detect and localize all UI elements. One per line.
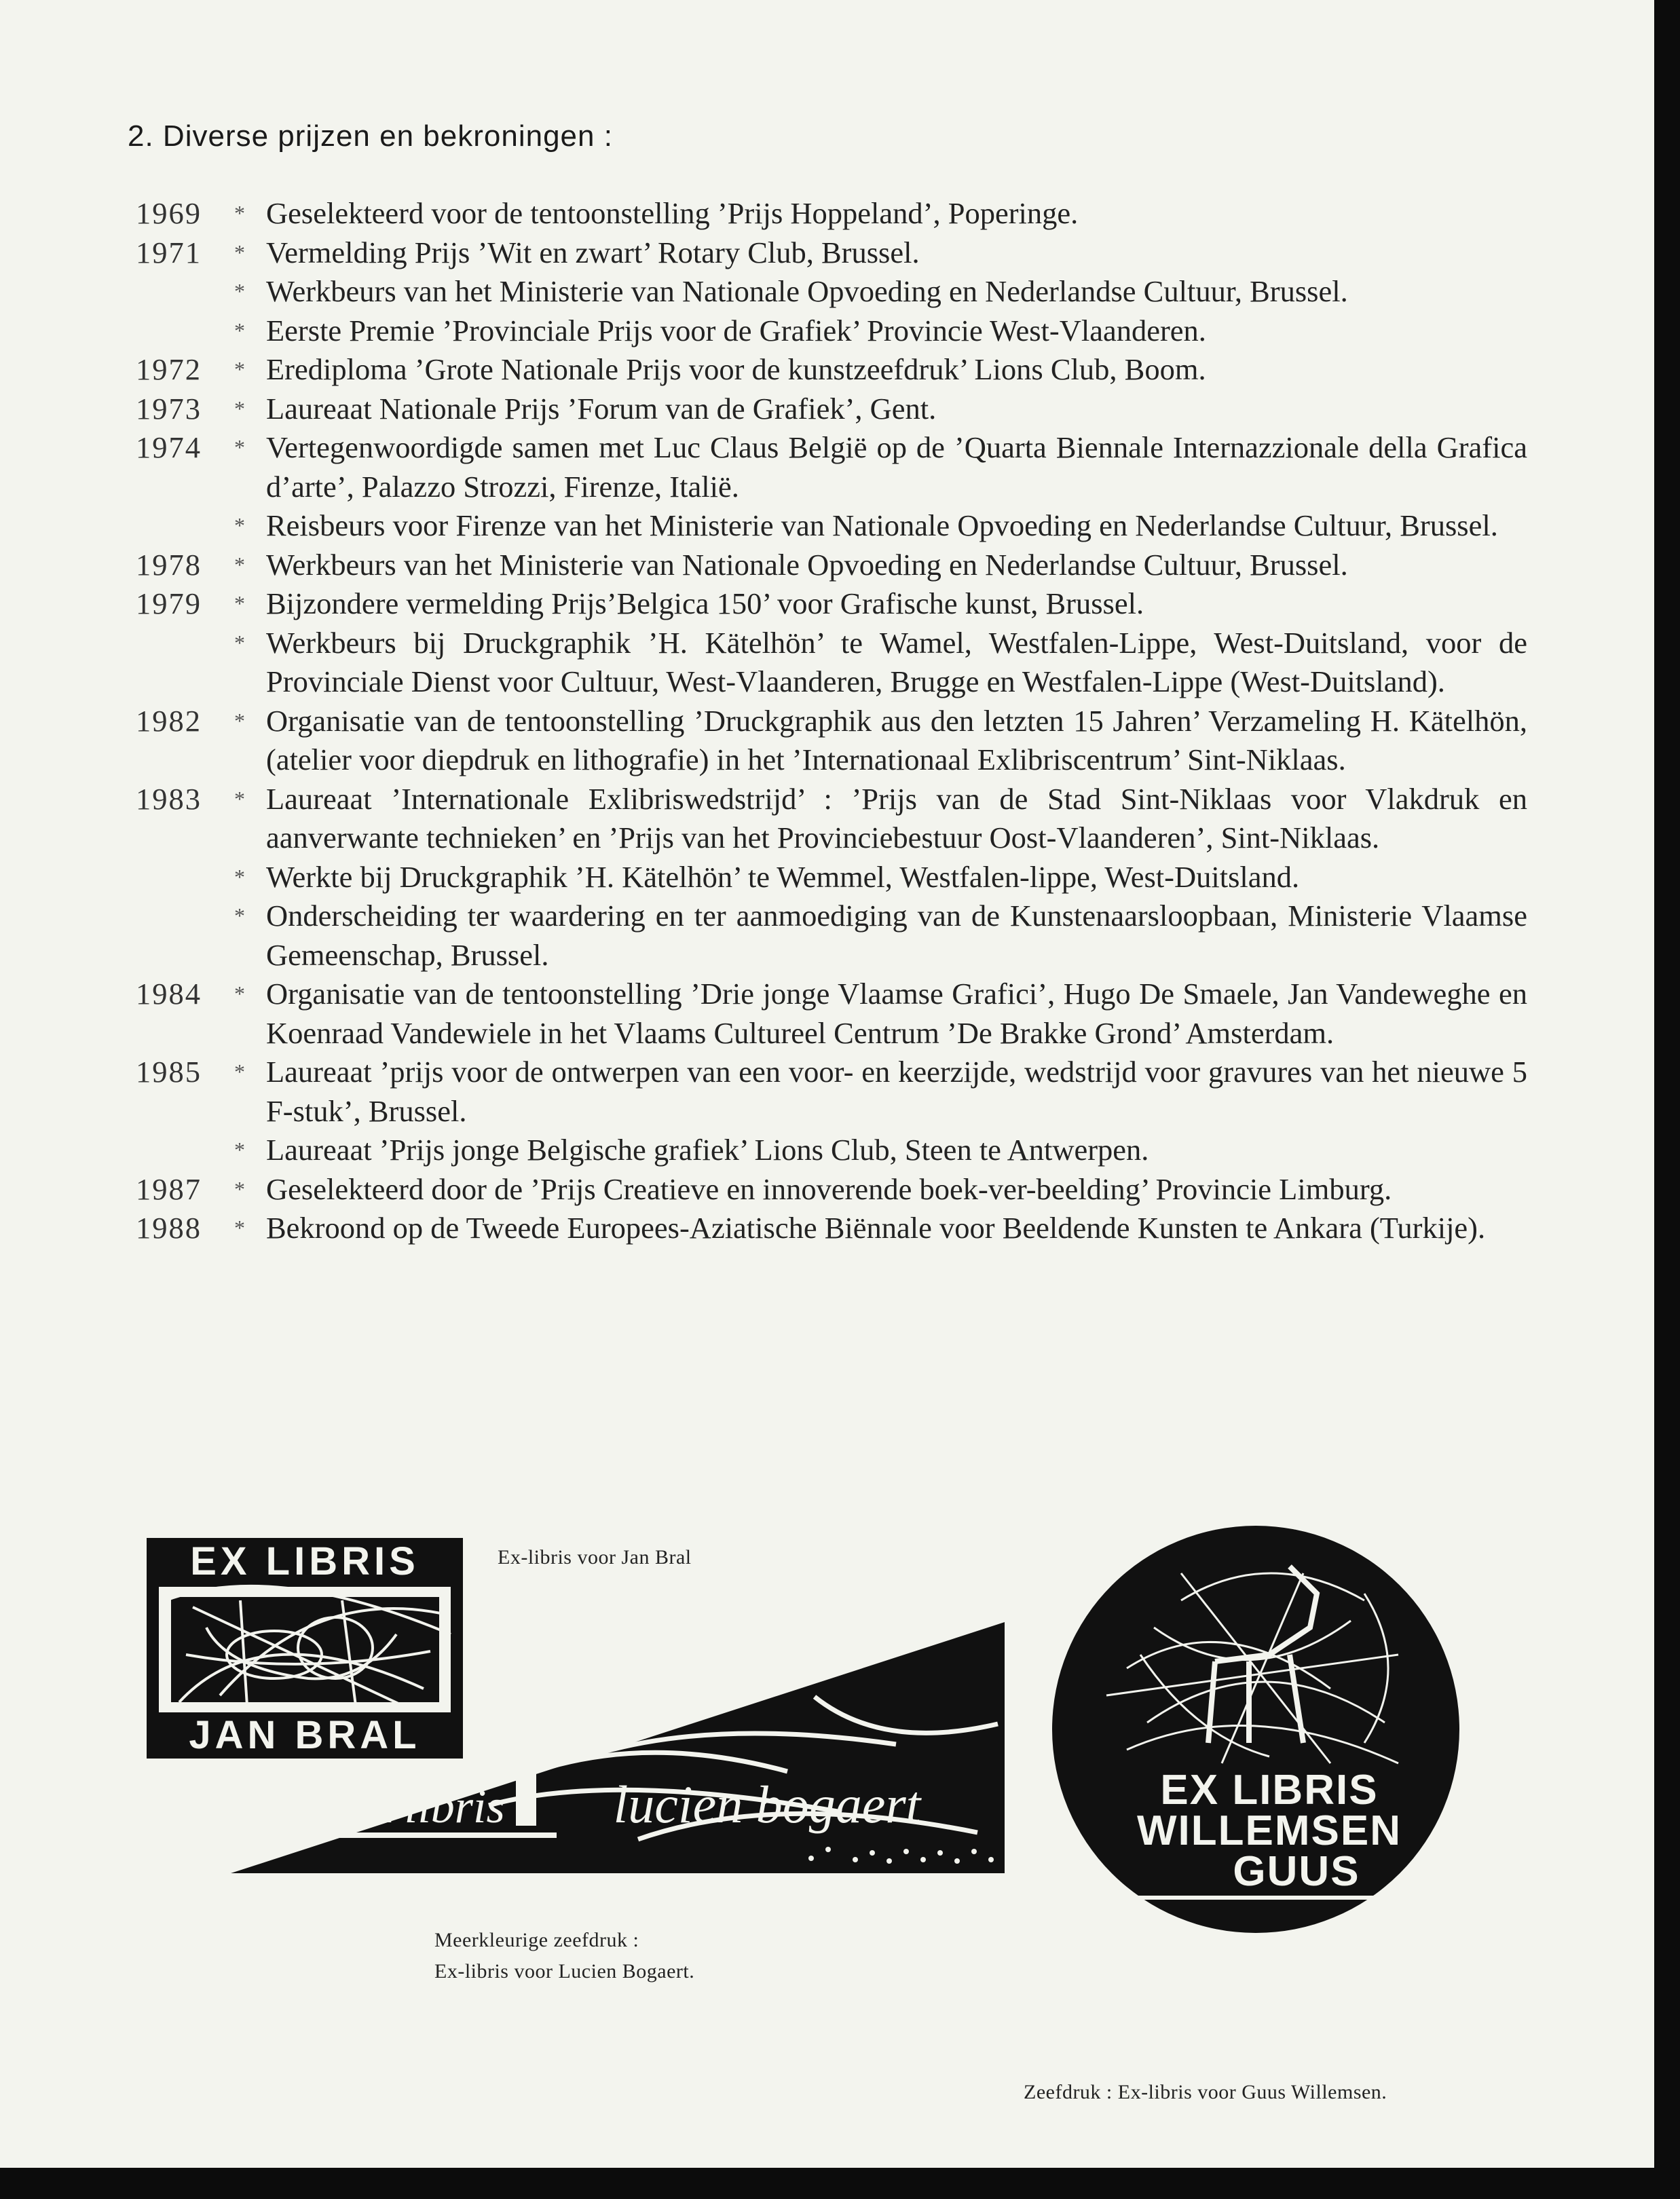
award-year (136, 506, 234, 546)
asterisk-bullet: * (234, 981, 245, 1006)
award-text: Laureaat Nationale Prijs ’Forum van de Grafiek’, Gent. (266, 391, 937, 426)
award-entry (136, 1209, 1527, 1248)
award-year: 1974 (136, 430, 202, 464)
asterisk-bullet: * (234, 201, 245, 225)
award-year: 1983 (136, 781, 202, 816)
award-text: Werkbeurs van het Ministerie van Nationale Opvoeding en Nederlandse Cultuur, Brussel. (266, 274, 1348, 308)
caption-bogaert (434, 1925, 694, 1987)
bral-bottom-text: JAN BRAL (189, 1713, 421, 1757)
award-text: Bekroond op de Tweede Europees-Aziatische Biënnale voor Beeldende Kunsten te Ankara (Turkije). (266, 1211, 1486, 1245)
bral-top-text: EX LIBRIS (190, 1539, 419, 1583)
award-entry (136, 1131, 1527, 1170)
award-text: Geselekteerd voor de tentoonstelling ’Prijs Hoppeland’, Poperinge. (266, 196, 1079, 230)
award-year: 1982 (136, 703, 202, 738)
award-year: 1969 (136, 196, 202, 230)
award-entry (136, 546, 1527, 585)
scan-bottom-edge (0, 2168, 1680, 2199)
award-year (136, 624, 234, 702)
exlibris-lucien-bogaert-image (231, 1615, 1011, 1887)
asterisk-bullet: * (234, 591, 245, 616)
award-entry (136, 194, 1527, 233)
asterisk-bullet: * (234, 708, 245, 733)
award-text: Bijzondere vermelding Prijs’Belgica 150’ voor Grafische kunst, Brussel. (266, 586, 1144, 620)
asterisk-bullet: * (234, 864, 245, 889)
asterisk-bullet: * (234, 903, 245, 928)
award-year: 1971 (136, 235, 202, 269)
willemsen-line1-text: EX LIBRIS (1160, 1767, 1379, 1813)
asterisk-bullet: * (234, 357, 245, 381)
award-entry (136, 1170, 1527, 1209)
asterisk-bullet: * (234, 513, 245, 538)
award-year (136, 272, 234, 312)
willemsen-line2-text: WILLEMSEN (1137, 1807, 1402, 1854)
award-entry (136, 624, 1527, 702)
section-title: 2. Diverse prijzen en bekroningen : (128, 119, 613, 153)
award-year: 1972 (136, 352, 202, 386)
award-entry (136, 272, 1527, 312)
asterisk-bullet: * (234, 279, 245, 303)
caption-willemsen: Zeefdruk : Ex-libris voor Guus Willemsen. (1024, 2081, 1387, 2103)
award-entry (136, 584, 1527, 624)
award-text: Vermelding Prijs ’Wit en zwart’ Rotary Club, Brussel. (266, 235, 920, 269)
award-entry (136, 897, 1527, 975)
award-entry (136, 780, 1527, 858)
award-text: Organisatie van de tentoonstelling ’Drie jonge Vlaamse Grafici’, Hugo De Smaele, Jan Vandeweghe en Koenraad Vandewiele in het Vlaams Cultureel Centrum ’De Brakke Grond’ Amsterdam. (266, 977, 1527, 1050)
asterisk-bullet: * (234, 1138, 245, 1162)
asterisk-bullet: * (234, 396, 245, 421)
caption-bral: Ex-libris voor Jan Bral (498, 1546, 692, 1568)
award-text: Laureaat ’prijs voor de ontwerpen van een voor- en keerzijde, wedstrijd voor gravures van het nieuwe 5 F-stuk’, Brussel. (266, 1055, 1527, 1128)
award-entry (136, 858, 1527, 897)
asterisk-bullet: * (234, 318, 245, 343)
willemsen-line3-text: GUUS (1233, 1848, 1360, 1895)
award-text: Eerste Premie ’Provinciale Prijs voor de Grafiek’ Provincie West-Vlaanderen. (266, 313, 1206, 347)
award-year (136, 897, 234, 975)
bogaert-name-text: lucien bogaert (613, 1775, 921, 1834)
award-year: 1979 (136, 586, 202, 620)
award-text: Laureaat ’Internationale Exlibriswedstrijd’ : ’Prijs van de Stad Sint-Niklaas voor Vlakdruk en aanverwante technieken’ en ’Prijs van het Provinciebestuur Oost-Vlaanderen’, Sint-Niklaas. (266, 781, 1527, 854)
award-entry (136, 506, 1527, 546)
award-year: 1978 (136, 547, 202, 582)
award-entry (136, 233, 1527, 273)
award-text: Werkte bij Druckgraphik ’H. Kätelhön’ te Wemmel, Westfalen-lippe, West-Duitsland. (266, 859, 1300, 894)
award-year: 1973 (136, 391, 202, 426)
award-entry (136, 350, 1527, 390)
asterisk-bullet: * (234, 552, 245, 577)
bogaert-ex-text: ex libris (350, 1781, 505, 1833)
exlibris-guus-willemsen-image (1045, 1519, 1466, 1940)
awards-list (136, 194, 1527, 1248)
award-text: Onderscheiding ter waardering en ter aanmoediging van de Kunstenaarsloopbaan, Ministerie Vlaamse Gemeenschap, Brussel. (266, 899, 1527, 972)
award-text: Werkbeurs bij Druckgraphik ’H. Kätelhön’ te Wamel, Westfalen-Lippe, West-Duitsland, voor de Provinciale Dienst voor Cultuur, West-Vlaanderen, Brugge en Westfalen-Lippe (West-Duitsland). (266, 625, 1527, 698)
award-text: Erediploma ’Grote Nationale Prijs voor de kunstzeefdruk’ Lions Club, Boom. (266, 352, 1206, 386)
award-entry (136, 975, 1527, 1053)
award-text: Laureaat ’Prijs jonge Belgische grafiek’ Lions Club, Steen te Antwerpen. (266, 1133, 1149, 1167)
asterisk-bullet: * (234, 435, 245, 459)
award-entry (136, 428, 1527, 506)
award-text: Werkbeurs van het Ministerie van Nationale Opvoeding en Nederlandse Cultuur, Brussel. (266, 547, 1348, 582)
award-entry (136, 390, 1527, 429)
caption-bogaert-line2: Ex-libris voor Lucien Bogaert. (434, 1960, 695, 1982)
asterisk-bullet: * (234, 630, 245, 655)
award-year: 1984 (136, 977, 202, 1011)
award-text: Organisatie van de tentoonstelling ’Druckgraphik aus den letzten 15 Jahren’ Verzameling H. Kätelhön, (atelier voor diepdruk en lithografie) in het ’Internationaal Exlibriscentrum’ Sint-Niklaas. (266, 703, 1527, 776)
award-year (136, 312, 234, 351)
award-entry (136, 312, 1527, 351)
award-text: Vertegenwoordigde samen met Luc Claus België op de ’Quarta Biennale Internazzionale della Grafica d’arte’, Palazzo Strozzi, Firenze, Italië. (266, 430, 1527, 504)
award-text: Geselekteerd door de ’Prijs Creatieve en innoverende boek-ver-beelding’ Provincie Limburg. (266, 1171, 1392, 1206)
award-text: Reisbeurs voor Firenze van het Ministerie van Nationale Opvoeding en Nederlandse Cultuur, Brussel. (266, 508, 1498, 542)
asterisk-bullet: * (234, 786, 245, 811)
asterisk-bullet: * (234, 1216, 245, 1240)
award-year: 1988 (136, 1211, 202, 1245)
award-year: 1987 (136, 1171, 202, 1206)
scan-right-edge (1654, 0, 1680, 2199)
award-year (136, 858, 234, 897)
award-year: 1985 (136, 1055, 202, 1089)
award-entry (136, 1053, 1527, 1131)
award-entry (136, 702, 1527, 780)
asterisk-bullet: * (234, 240, 245, 265)
asterisk-bullet: * (234, 1059, 245, 1084)
award-year (136, 1131, 234, 1170)
caption-bogaert-line1: Meerkleurige zeefdruk : (434, 1929, 639, 1951)
asterisk-bullet: * (234, 1176, 245, 1201)
